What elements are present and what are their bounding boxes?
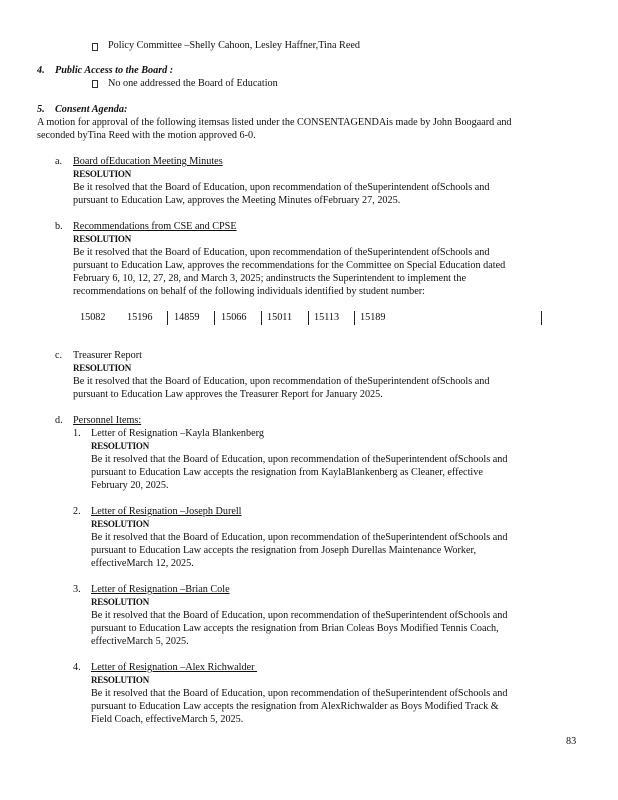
motion-line: A motion for approval of the following itemsas listed under the CONSENTAGENDAis made by John Boogaard and [37,117,512,128]
personnel-item-resolution [91,453,507,492]
personnel-item-title: Letter of Resignation –Kayla Blankenberg [91,428,264,439]
item-b-letter: b. [55,221,63,232]
resolution-label: RESOLUTION [73,234,132,244]
table-divider [214,311,215,325]
resolution-line: February 20, 2025. [91,480,169,491]
item-b-title: Recommendations from CSE and CPSE [73,221,237,232]
resolution-line: Be it resolved that the Board of Education, upon recommendation of theSuperintendent ofSchools and [91,610,508,621]
policy-committee-line: Policy Committee –Shelly Cahoon, Lesley Haffner,Tina Reed [108,40,360,51]
student-number: 15066 [221,312,247,323]
resolution-line: pursuant to Education Law approves the Treasurer Report for January 2025. [73,389,383,400]
resolution-line: pursuant to Education Law accepts the resignation from KaylaBlankenberg as Cleaner, effective [91,467,483,478]
resolution-label: RESOLUTION [73,363,132,373]
resolution-line: Be it resolved that the Board of Education, upon recommendation of theSuperintendent ofSchools and [91,454,508,465]
student-number: 14859 [174,312,200,323]
section-5-title: Consent Agenda: [55,104,128,115]
personnel-item-number: 3. [73,584,81,595]
resolution-line: Be it resolved that the Board of Education, upon recommendation of theSuperintendent ofSchools and [73,182,490,193]
resolution-line: pursuant to Education Law accepts the resignation from Brian Coleas Boys Modified Tennis Coach, [91,623,499,634]
resolution-line: Field Coach, effectiveMarch 5, 2025. [91,714,244,725]
item-a-title: Board ofEducation Meeting Minutes [73,156,223,167]
item-d-title: Personnel Items: [73,415,142,426]
bullet-icon [92,43,98,51]
student-number-table [80,311,542,325]
table-divider [308,311,309,325]
personnel-item-title: Letter of Resignation –Brian Cole [91,584,230,595]
resolution-line: pursuant to Education Law, approves the Meeting Minutes ofFebruary 27, 2025. [73,195,401,206]
resolution-label: RESOLUTION [91,519,150,529]
item-d-letter: d. [55,415,63,426]
resolution-label: RESOLUTION [91,675,150,685]
table-divider [167,311,168,325]
resolution-line: effectiveMarch 12, 2025. [91,558,194,569]
personnel-item-number: 4. [73,662,81,673]
item-b-resolution [73,246,505,298]
personnel-item-resolution [91,609,507,648]
personnel-item-number: 2. [73,506,81,517]
resolution-line: pursuant to Education Law accepts the resignation from Joseph Durellas Maintenance Worker, [91,545,477,556]
bullet-icon [92,80,98,88]
item-a-resolution [73,181,489,207]
section-4-number: 4. [37,65,45,76]
section-4-title: Public Access to the Board : [55,65,174,76]
personnel-item-title: Letter of Resignation –Joseph Durell [91,506,242,517]
personnel-item-number: 1. [73,428,81,439]
table-divider [261,311,262,325]
motion-line: seconded byTina Reed with the motion approved 6-0. [37,130,256,141]
personnel-item-resolution [91,531,507,570]
resolution-label: RESOLUTION [91,441,150,451]
resolution-label: RESOLUTION [73,169,132,179]
resolution-label: RESOLUTION [91,597,150,607]
student-number: 15113 [314,312,340,323]
student-number: 15011 [267,312,293,323]
resolution-line: Be it resolved that the Board of Education, upon recommendation of theSuperintendent ofSchools and [73,247,490,258]
resolution-line: Be it resolved that the Board of Education, upon recommendation of theSuperintendent ofSchools and [91,688,508,699]
item-c-resolution [73,375,489,401]
item-c-title: Treasurer Report [73,350,142,361]
section-5-number: 5. [37,104,45,115]
student-number: 15189 [360,312,386,323]
item-c-letter: c. [55,350,63,361]
page-number: 83 [566,736,577,747]
resolution-line: pursuant to Education Law accepts the resignation from AlexRichwalder as Boys Modified Track & [91,701,499,712]
consent-motion [37,116,512,142]
table-divider [541,311,542,325]
resolution-line: Be it resolved that the Board of Education, upon recommendation of theSuperintendent ofSchools and [73,376,490,387]
resolution-line: February 6, 10, 12, 27, 28, and March 3, 2025; andinstructs the Superintendent to implement the [73,273,466,284]
item-a-letter: a. [55,156,63,167]
public-access-text: No one addressed the Board of Education [108,78,278,89]
resolution-line: pursuant to Education Law, approves the recommendations for the Committee on Special Education dated [73,260,506,271]
resolution-line: recommendations on behalf of the following individuals identified by student number: [73,286,425,297]
table-divider [354,311,355,325]
resolution-line: Be it resolved that the Board of Education, upon recommendation of theSuperintendent ofSchools and [91,532,508,543]
personnel-item-resolution [91,687,507,726]
resolution-line: effectiveMarch 5, 2025. [91,636,189,647]
student-number: 15196 [127,312,153,323]
personnel-item-title: Letter of Resignation –Alex Richwalder [91,662,258,673]
student-number: 15082 [80,312,106,323]
